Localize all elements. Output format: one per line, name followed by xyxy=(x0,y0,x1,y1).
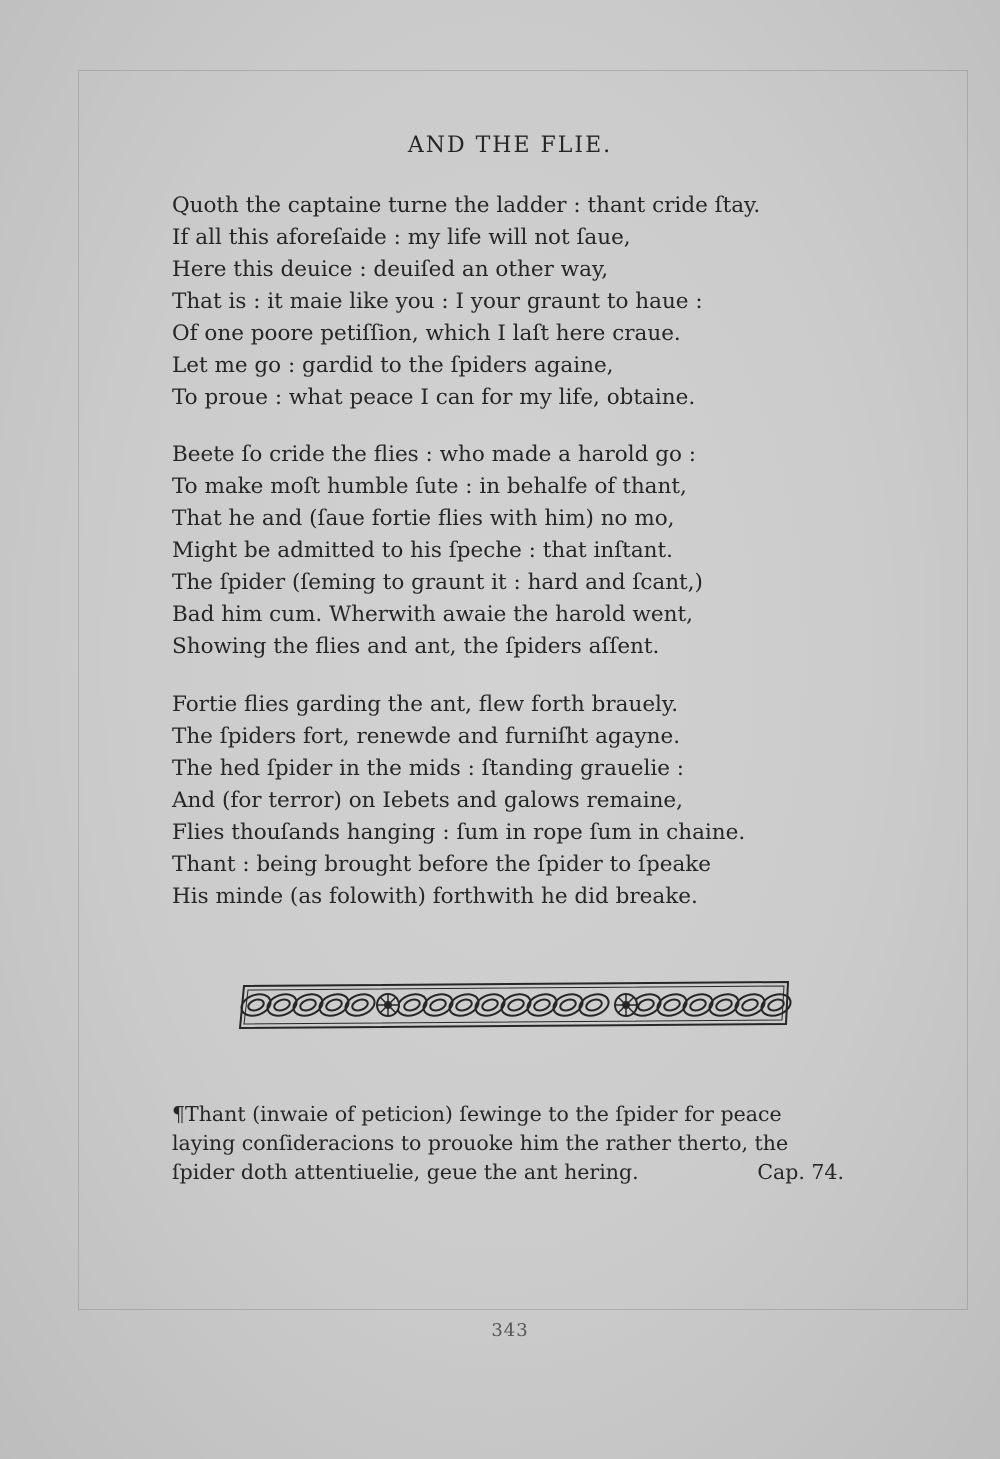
verse-line: Flies thouſands hanging : ſum in rope ſum in chaine. xyxy=(172,820,746,845)
verse-line: Fortie flies garding the ant, flew forth brauely. xyxy=(172,692,679,717)
chapter-heading xyxy=(172,1100,872,1187)
stanza xyxy=(172,689,872,913)
knot-loop-inner xyxy=(689,998,707,1013)
rosette-icon xyxy=(377,994,399,1016)
verse-line: If all this aforeſaide : my life will not ſaue, xyxy=(172,225,631,250)
verse-line: The ſpiders fort, renewde and furniſht agayne. xyxy=(172,724,681,749)
heading-line: ¶Thant (inwaie of peticion) ſewinge to the ſpider for peace xyxy=(172,1102,782,1126)
rosette-icon xyxy=(615,994,637,1016)
heading-line: laying conſideracions to prouoke him the rather therto, the xyxy=(172,1131,789,1155)
verse-line: Might be admitted to his ſpeche : that inſtant. xyxy=(172,538,673,563)
knot-loop-inner xyxy=(247,998,265,1013)
verse-line: Quoth the captaine turne the ladder : thant cride ſtay. xyxy=(172,193,761,218)
chapter-number: Cap. 74. xyxy=(757,1160,844,1184)
celtic-knot-ornament xyxy=(238,980,794,1030)
stanza xyxy=(172,439,872,663)
verse-line: Beete ſo cride the flies : who made a harold go : xyxy=(172,442,696,467)
verse-line: The ſpider (ſeming to graunt it : hard and ſcant,) xyxy=(172,570,703,595)
page-number: 343 xyxy=(491,1320,529,1341)
verse-line: To proue : what peace I can for my life, obtaine. xyxy=(172,385,696,410)
knot-loop-inner xyxy=(715,998,733,1013)
verse-line: Of one poore petiſſion, which I laſt here craue. xyxy=(172,321,681,346)
knot-loop-inner xyxy=(741,998,759,1013)
knot-loop-inner xyxy=(481,998,499,1013)
knot-loop-inner xyxy=(273,998,291,1013)
knot-loop-inner xyxy=(403,998,421,1013)
stanza xyxy=(172,190,872,414)
verse-line: That is : it maie like you : I your graunt to haue : xyxy=(172,289,703,314)
verse-line: Here this deuice : deuiſed an other way, xyxy=(172,257,609,282)
verse-line: Showing the flies and ant, the ſpiders aſſent. xyxy=(172,634,660,659)
knot-loop-inner xyxy=(663,998,681,1013)
verse-line: That he and (ſaue fortie flies with him) no mo, xyxy=(172,506,675,531)
knot-loop-inner xyxy=(299,998,317,1013)
knot-loop-inner xyxy=(429,998,447,1013)
heading-line xyxy=(172,1158,872,1187)
verse-line: Let me go : gardid to the ſpiders againe, xyxy=(172,353,614,378)
verse-line: His minde (as folowith) forthwith he did breake. xyxy=(172,884,698,909)
verse-line: The hed ſpider in the mids : ſtanding grauelie : xyxy=(172,756,685,781)
verse-line: And (for terror) on Iebets and galows remaine, xyxy=(172,788,683,813)
verse-line: Bad him cum. Wherwith awaie the harold went, xyxy=(172,602,693,627)
knot-loop-inner xyxy=(507,998,525,1013)
verse-line: Thant : being brought before the ſpider to ſpeake xyxy=(172,852,712,877)
knot-loop-inner xyxy=(559,998,577,1013)
knot-loop-inner xyxy=(351,998,369,1013)
knot-loop-inner xyxy=(325,998,343,1013)
knot-loop-inner xyxy=(533,998,551,1013)
verse-line: To make moſt humble ſute : in behalfe of thant, xyxy=(172,474,687,499)
knot-loop-inner xyxy=(455,998,473,1013)
heading-line-text: ſpider doth attentiuelie, geue the ant hering. xyxy=(172,1160,639,1184)
running-head: AND THE FLIE. xyxy=(407,133,613,158)
knot-loop-inner xyxy=(637,998,655,1013)
knot-loop-inner xyxy=(585,998,603,1013)
